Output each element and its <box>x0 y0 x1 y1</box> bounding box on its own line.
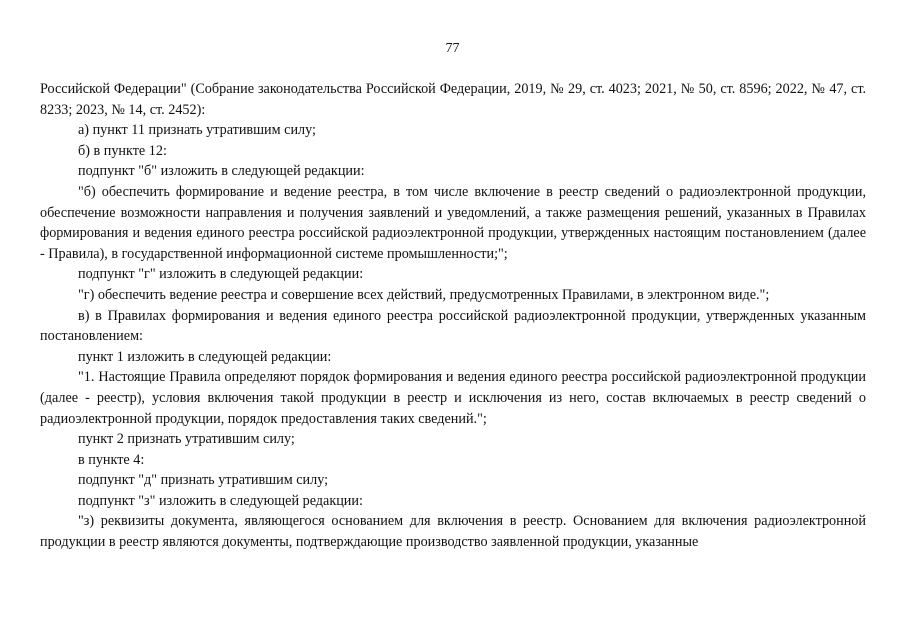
paragraph-point-2: пункт 2 признать утратившим силу; <box>78 431 295 448</box>
paragraph-point-4-intro: в пункте 4: <box>78 451 145 468</box>
paragraph-subitem-z-intro: подпункт "з" изложить в следующей редакции: <box>78 492 363 509</box>
paragraph-subitem-g-text: "г) обеспечить ведение реестра и совершение всех действий, предусмотренных Правилами, в электронном виде."; <box>78 286 770 303</box>
paragraph-subitem-d: подпункт "д" признать утратившим силу; <box>78 472 329 489</box>
paragraph-item-a: а) пункт 11 признать утратившим силу; <box>78 122 316 139</box>
paragraph-item-v: в) в Правилах формирования и ведения единого реестра российской радиоэлектронной продукции, утвержденных указанным постановлением: <box>40 307 866 345</box>
paragraph-subitem-g-intro: подпункт "г" изложить в следующей редакции: <box>78 266 364 283</box>
paragraph-citation: Российской Федерации" (Собрание законодательства Российской Федерации, 2019, № 29, ст. 4023; 2021, № 50, ст. 8596; 2022, № 47, ст. 8233; 2023, № 14, ст. 2452): <box>40 81 866 118</box>
paragraph-subitem-b-text: "б) обеспечить формирование и ведение реестра, в том числе включение в реестр сведений о радиоэлектронной продукции, обеспечение возможности направления и получения заявлений и уведомлений, а также размещения решений, указанных в Правилах формирования и ведения единого реестра российской радиоэлектронной продукции, утвержденных настоящим постановлением (далее - Правила), в государственной информационной системе промышленности;"; <box>40 183 866 262</box>
paragraph-subitem-z-text: "з) реквизиты документа, являющегося основанием для включения в реестр. Основанием для включения радиоэлектронной продукции в реестр являются документы, подтверждающие производство заявленной продукции, указанные <box>40 513 866 551</box>
paragraph-point-1-intro: пункт 1 изложить в следующей редакции: <box>78 348 332 365</box>
paragraph-item-b: б) в пункте 12: <box>78 142 167 159</box>
document-body <box>40 79 866 553</box>
paragraph-subitem-b-intro: подпункт "б" изложить в следующей редакции: <box>78 163 365 180</box>
paragraph-point-1-text: "1. Настоящие Правила определяют порядок формирования и ведения единого реестра российской радиоэлектронной продукции (далее - реестр), условия включения такой продукции в реестр и исключения из него, состав включаемых в реестр сведений о радиоэлектронной продукции, порядок предоставления таких сведений."; <box>40 369 866 427</box>
page-number: 77 <box>445 41 460 56</box>
